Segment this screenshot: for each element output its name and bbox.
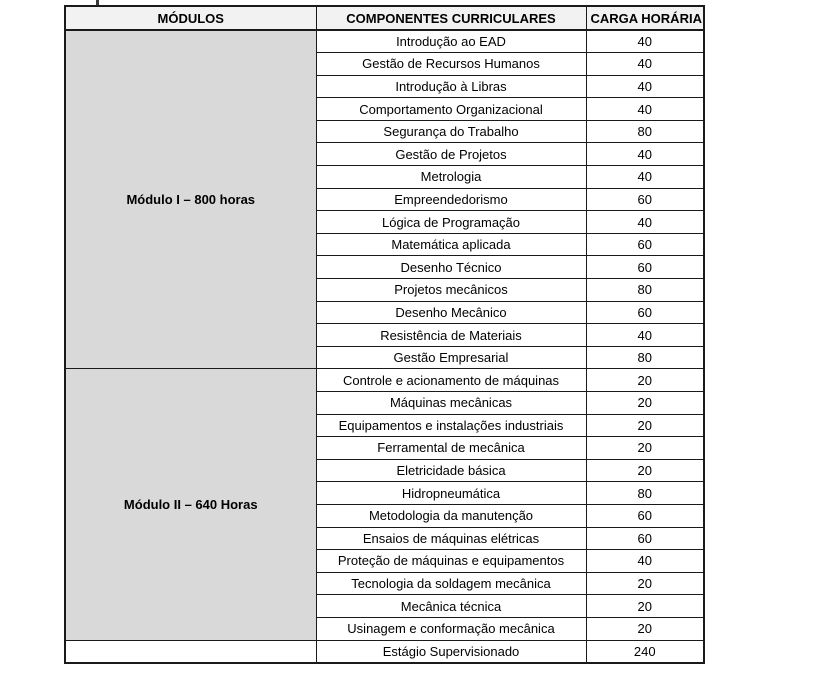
hours-cell: 40 [586, 53, 704, 76]
table-row [65, 30, 704, 53]
component-cell: Ferramental de mecânica [316, 437, 586, 460]
component-cell: Desenho Mecânico [316, 301, 586, 324]
component-cell: Proteção de máquinas e equipamentos [316, 550, 586, 573]
component-cell: Metrologia [316, 166, 586, 189]
component-cell: Mecânica técnica [316, 595, 586, 618]
hours-cell: 60 [586, 233, 704, 256]
hours-cell: 40 [586, 550, 704, 573]
component-cell: Máquinas mecânicas [316, 392, 586, 415]
table-header-row [65, 6, 704, 30]
hours-cell: 80 [586, 482, 704, 505]
hours-cell: 60 [586, 301, 704, 324]
column-header-hours: CARGA HORÁRIA [586, 6, 704, 30]
component-cell: Estágio Supervisionado [316, 640, 586, 663]
component-cell: Projetos mecânicos [316, 279, 586, 302]
column-header-components: COMPONENTES CURRICULARES [316, 6, 586, 30]
hours-cell: 20 [586, 572, 704, 595]
hours-cell: 40 [586, 30, 704, 53]
component-cell: Resistência de Materiais [316, 324, 586, 347]
component-cell: Controle e acionamento de máquinas [316, 369, 586, 392]
component-cell: Gestão Empresarial [316, 346, 586, 369]
component-cell: Introdução ao EAD [316, 30, 586, 53]
column-header-modules: MÓDULOS [65, 6, 316, 30]
component-cell: Usinagem e conformação mecânica [316, 617, 586, 640]
hours-cell: 40 [586, 143, 704, 166]
hours-cell: 20 [586, 369, 704, 392]
component-cell: Equipamentos e instalações industriais [316, 414, 586, 437]
component-cell: Eletricidade básica [316, 459, 586, 482]
hours-cell: 60 [586, 504, 704, 527]
component-cell: Gestão de Projetos [316, 143, 586, 166]
component-cell: Matemática aplicada [316, 233, 586, 256]
hours-cell: 20 [586, 392, 704, 415]
table-row [65, 369, 704, 392]
hours-cell: 40 [586, 324, 704, 347]
hours-cell: 20 [586, 595, 704, 618]
hours-cell: 240 [586, 640, 704, 663]
hours-cell: 80 [586, 120, 704, 143]
hours-cell: 60 [586, 188, 704, 211]
component-cell: Ensaios de máquinas elétricas [316, 527, 586, 550]
module-cell: Módulo I – 800 horas [65, 30, 316, 369]
component-cell: Metodologia da manutenção [316, 504, 586, 527]
component-cell: Lógica de Programação [316, 211, 586, 234]
hours-cell: 60 [586, 527, 704, 550]
component-cell: Desenho Técnico [316, 256, 586, 279]
component-cell: Gestão de Recursos Humanos [316, 53, 586, 76]
hours-cell: 40 [586, 211, 704, 234]
hours-cell: 60 [586, 256, 704, 279]
component-cell: Comportamento Organizacional [316, 98, 586, 121]
hours-cell: 80 [586, 279, 704, 302]
hours-cell: 20 [586, 459, 704, 482]
curriculum-table [64, 5, 705, 664]
module-cell: Módulo II – 640 Horas [65, 369, 316, 640]
hours-cell: 20 [586, 414, 704, 437]
hours-cell: 20 [586, 437, 704, 460]
component-cell: Introdução à Libras [316, 75, 586, 98]
component-cell: Empreendedorismo [316, 188, 586, 211]
table-row [65, 640, 704, 663]
hours-cell: 40 [586, 98, 704, 121]
hours-cell: 40 [586, 75, 704, 98]
hours-cell: 20 [586, 617, 704, 640]
component-cell: Hidropneumática [316, 482, 586, 505]
component-cell: Segurança do Trabalho [316, 120, 586, 143]
hours-cell: 80 [586, 346, 704, 369]
component-cell: Tecnologia da soldagem mecânica [316, 572, 586, 595]
hours-cell: 40 [586, 166, 704, 189]
module-cell-empty [65, 640, 316, 663]
